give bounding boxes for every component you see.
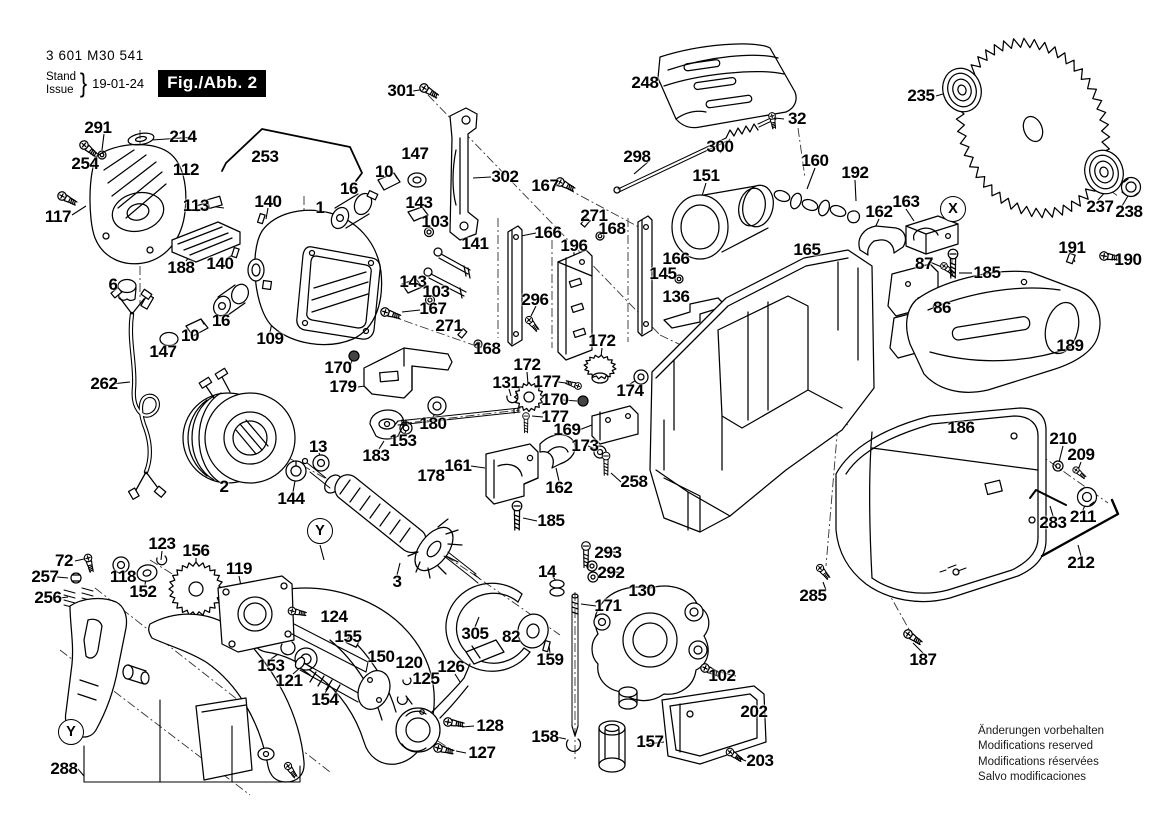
part-callout-120: 120: [395, 653, 423, 672]
part-callout-127: 127: [468, 743, 496, 762]
part-callout-117: 117: [44, 207, 72, 226]
part-callout-169: 169: [553, 420, 581, 439]
part-callout-257: 257: [31, 567, 59, 586]
part-callout-103: 103: [421, 212, 449, 231]
part-callout-283: 283: [1039, 513, 1067, 532]
part-callout-14: 14: [537, 562, 557, 581]
part-callout-87: 87: [914, 254, 934, 273]
part-callout-162-2: 162: [545, 478, 573, 497]
part-callout-202: 202: [740, 702, 768, 721]
notice-es: Salvo modificaciones: [978, 771, 1087, 784]
part-callout-186: 186: [947, 418, 975, 437]
part-callout-254: 254: [71, 154, 99, 173]
part-callout-292: 292: [597, 563, 625, 582]
part-callout-271: 271: [580, 206, 608, 225]
notice-de: Änderungen vorbehalten: [978, 724, 1104, 737]
part-callout-10: 10: [180, 326, 200, 345]
part-callout-16-2: 16: [339, 179, 359, 198]
part-callout-189: 189: [1056, 336, 1084, 355]
part-callout-166: 166: [534, 223, 562, 242]
part-callout-302: 302: [491, 167, 519, 186]
part-callout-159: 159: [536, 650, 564, 669]
part-callout-196: 196: [560, 236, 588, 255]
part-callout-147: 147: [149, 342, 177, 361]
part-callout-6: 6: [108, 275, 118, 294]
notice-en: Modifications reserved: [978, 740, 1094, 753]
part-callout-172: 172: [513, 355, 541, 374]
part-callout-187: 187: [909, 650, 937, 669]
part-callout-185-2: 185: [537, 511, 565, 530]
part-callout-188: 188: [167, 258, 195, 277]
modification-notices: [978, 724, 1104, 786]
part-callout-179: 179: [329, 377, 357, 396]
part-callout-157: 157: [636, 732, 664, 751]
part-callout-143: 143: [405, 193, 433, 212]
part-callout-145: 145: [649, 264, 677, 283]
part-callout-298: 298: [623, 147, 651, 166]
part-callout-166-2: 166: [662, 249, 690, 268]
part-callout-161: 161: [444, 456, 472, 475]
part-callout-136: 136: [662, 287, 690, 306]
part-callout-154: 154: [311, 690, 339, 709]
type-number: 3 601 M30 541: [46, 48, 144, 63]
stand-issue-label: Stand Issue: [46, 71, 77, 96]
part-callout-140-2: 140: [206, 254, 234, 273]
part-callout-171: 171: [594, 596, 622, 615]
part-callout-1: 1: [315, 198, 325, 217]
part-callout-112: 112: [172, 160, 200, 179]
part-callout-178: 178: [417, 466, 445, 485]
part-callout-147-2: 147: [401, 144, 429, 163]
part-callout-125: 125: [412, 669, 440, 688]
part-callout-253: 253: [251, 147, 279, 166]
part-callout-124: 124: [320, 607, 348, 626]
part-callout-140: 140: [254, 192, 282, 211]
part-callout-285: 285: [799, 586, 827, 605]
part-callout-167: 167: [531, 176, 559, 195]
part-callout-172-2: 172: [588, 331, 616, 350]
part-callout-143-2: 143: [399, 272, 427, 291]
part-callout-258: 258: [620, 472, 648, 491]
part-callout-291: 291: [84, 118, 112, 137]
part-callout-301: 301: [387, 81, 415, 100]
part-callout-13: 13: [308, 437, 328, 456]
title-block: [46, 48, 266, 99]
part-callout-293: 293: [594, 543, 622, 562]
part-callout-160: 160: [801, 151, 829, 170]
figure-label: Fig./Abb. 2: [158, 70, 266, 97]
part-callout-177: 177: [533, 372, 561, 391]
part-callout-151: 151: [692, 166, 720, 185]
part-callout-121: 121: [275, 671, 303, 690]
part-callout-305: 305: [461, 624, 489, 643]
part-callout-210: 210: [1049, 429, 1077, 448]
part-callout-190: 190: [1114, 250, 1142, 269]
part-callout-109: 109: [256, 329, 284, 348]
part-callout-256: 256: [34, 588, 62, 607]
part-callout-168-2: 168: [473, 339, 501, 358]
part-callout-119: 119: [225, 559, 253, 578]
part-callout-10-2: 10: [374, 162, 394, 181]
part-callout-165: 165: [793, 240, 821, 259]
issue-date: 19-01-24: [92, 76, 145, 91]
part-callout-152: 152: [129, 582, 157, 601]
part-callout-113: 113: [182, 196, 210, 215]
part-callout-126: 126: [437, 657, 465, 676]
part-callout-158: 158: [531, 727, 559, 746]
part-callout-2: 2: [219, 477, 229, 496]
part-callout-170-2: 170: [541, 390, 569, 409]
part-callout-214: 214: [169, 127, 197, 146]
part-callout-144: 144: [277, 489, 305, 508]
part-callout-86: 86: [932, 298, 952, 317]
part-callout-167-2: 167: [419, 299, 447, 318]
view-marker-X: X: [940, 196, 966, 222]
part-callout-16: 16: [211, 311, 231, 330]
part-callout-32: 32: [787, 109, 807, 128]
part-callout-192: 192: [841, 163, 869, 182]
part-callout-170: 170: [324, 358, 352, 377]
part-callout-3: 3: [392, 572, 402, 591]
part-callout-173: 173: [571, 436, 599, 455]
part-callout-153: 153: [389, 431, 417, 450]
part-callout-248: 248: [631, 73, 659, 92]
part-callout-191: 191: [1058, 238, 1086, 257]
brace-glyph: }: [79, 68, 88, 98]
part-callout-153-2: 153: [257, 656, 285, 675]
part-callout-212: 212: [1067, 553, 1095, 572]
view-marker-Y: Y: [58, 719, 84, 745]
part-callout-163: 163: [892, 192, 920, 211]
part-callout-183: 183: [362, 446, 390, 465]
part-callout-168: 168: [598, 219, 626, 238]
part-callout-296: 296: [521, 290, 549, 309]
part-callout-238: 238: [1115, 202, 1143, 221]
part-callout-102: 102: [708, 666, 736, 685]
part-callout-262: 262: [90, 374, 118, 393]
part-callout-209: 209: [1067, 445, 1095, 464]
part-callout-162: 162: [865, 202, 893, 221]
part-callout-123: 123: [148, 534, 176, 553]
part-callout-177-2: 177: [541, 407, 569, 426]
part-callout-288: 288: [50, 759, 78, 778]
part-callout-180: 180: [419, 414, 447, 433]
part-callout-300: 300: [706, 137, 734, 156]
part-callout-150: 150: [367, 647, 395, 666]
part-callout-128: 128: [476, 716, 504, 735]
part-callout-131: 131: [492, 373, 520, 392]
part-callout-118: 118: [109, 567, 137, 586]
part-callout-155: 155: [334, 627, 362, 646]
part-callout-237: 237: [1086, 197, 1114, 216]
part-callout-235: 235: [907, 86, 935, 105]
view-marker-Y: Y: [307, 518, 333, 544]
part-callout-211: 211: [1069, 507, 1097, 526]
part-callout-82: 82: [501, 627, 521, 646]
part-callout-72: 72: [54, 551, 74, 570]
part-callout-203: 203: [746, 751, 774, 770]
part-callout-141: 141: [461, 234, 489, 253]
part-callout-271-2: 271: [435, 316, 463, 335]
part-callout-156: 156: [182, 541, 210, 560]
notice-fr: Modifications réservées: [978, 755, 1099, 768]
part-callout-130: 130: [628, 581, 656, 600]
part-callout-174: 174: [616, 381, 644, 400]
part-callout-103-2: 103: [422, 282, 450, 301]
part-callout-185: 185: [973, 263, 1001, 282]
